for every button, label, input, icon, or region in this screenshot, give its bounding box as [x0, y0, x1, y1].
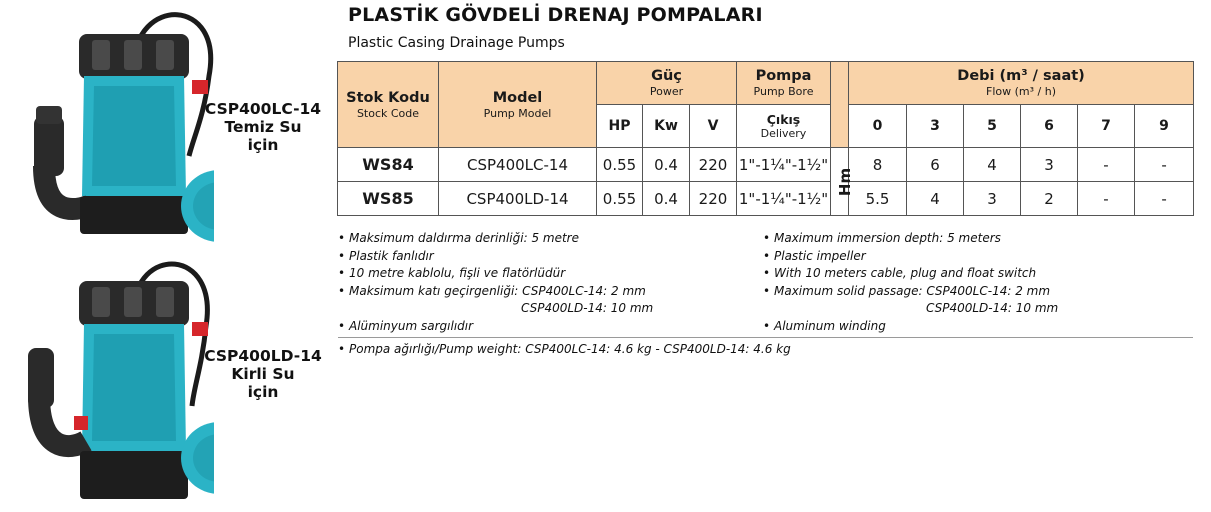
note-item	[338, 248, 758, 266]
note-text: Plastik fanlıdır	[349, 248, 434, 263]
cell-v: 220	[690, 182, 737, 216]
table-row	[338, 148, 1194, 182]
pump-model-label: CSP400LD-14	[204, 347, 322, 365]
cell-kw: 0.4	[643, 148, 690, 182]
pump-usage-suffix: için	[247, 136, 279, 154]
note-text: Maksimum katı geçirgenliği: CSP400LC-14: 2 mm	[349, 283, 646, 298]
cell-stock-code: WS84	[338, 148, 439, 182]
pump-label-clean	[200, 100, 326, 154]
cell-kw: 0.4	[643, 182, 690, 216]
note-item	[763, 265, 1193, 283]
header-model-label: Model	[492, 89, 543, 106]
head-unit-text: Hm	[836, 167, 855, 196]
note-text: Maksimum daldırma derinliği: 5 metre	[349, 231, 579, 245]
weight-text: Pompa ağırlığı/Pump weight: CSP400LC-14: 4.6 kg - CSP400LD-14: 4.6 kg	[349, 342, 791, 356]
note-item	[338, 318, 758, 336]
cell-head: 3	[1021, 148, 1078, 182]
pump-clean-water-icon	[14, 6, 214, 246]
note-text: Alüminyum sargılıdır	[349, 318, 474, 333]
header-flow-point: 5	[964, 105, 1021, 148]
note-item	[763, 230, 1193, 248]
note-text: Plastic impeller	[774, 248, 866, 263]
header-kw: Kw	[643, 105, 690, 148]
cell-hp: 0.55	[597, 148, 643, 182]
header-flow-point: 7	[1078, 105, 1135, 148]
cell-head: 5.5	[849, 182, 907, 216]
note-item	[338, 283, 758, 318]
cell-head: 8	[849, 148, 907, 182]
header-power	[597, 62, 737, 105]
header-stock-code	[338, 62, 439, 148]
header-flow-point: 6	[1021, 105, 1078, 148]
header-bore	[737, 62, 831, 105]
note-text-continued: CSP400LD-14: 10 mm	[926, 301, 1059, 315]
header-power-label: Güç	[651, 68, 682, 84]
cell-head: 4	[964, 148, 1021, 182]
pump-label-dirty	[200, 347, 326, 401]
note-item	[763, 318, 1193, 336]
page-title: PLASTİK GÖVDELİ DRENAJ POMPALARI	[348, 4, 763, 26]
cell-head: 6	[907, 148, 964, 182]
cell-delivery: 1"-1¼"-1½"	[737, 148, 831, 182]
cell-head: 3	[964, 182, 1021, 216]
page-subtitle: Plastic Casing Drainage Pumps	[348, 35, 565, 51]
note-text: Maximum immersion depth: 5 meters	[774, 231, 1001, 245]
header-delivery	[737, 105, 831, 148]
pump-usage-label: Kirli Su	[231, 365, 295, 383]
cell-v: 220	[690, 148, 737, 182]
header-power-en: Power	[649, 85, 684, 98]
header-stock-code-label: Stok Kodu	[346, 89, 430, 106]
note-text: With 10 meters cable, plug and float switch	[774, 266, 1037, 280]
pump-usage-suffix: için	[247, 383, 279, 401]
header-bore-en: Pump Bore	[753, 85, 814, 98]
header-delivery-en: Delivery	[760, 126, 807, 140]
weight-note	[338, 341, 791, 359]
spec-table	[337, 61, 1194, 216]
header-flow-point: 3	[907, 105, 964, 148]
header-delivery-label: Çıkış	[766, 111, 801, 127]
note-item	[338, 265, 758, 283]
cell-stock-code: WS85	[338, 182, 439, 216]
header-flow	[849, 62, 1194, 105]
pump-dirty-water-icon	[14, 256, 214, 506]
header-v: V	[690, 105, 737, 148]
pump-image-clean	[14, 6, 214, 246]
cell-head: 2	[1021, 182, 1078, 216]
cell-model: CSP400LD-14	[439, 182, 597, 216]
note-text: Aluminum winding	[774, 318, 886, 333]
header-flow-en: Flow (m³ / h)	[986, 85, 1057, 98]
notes-turkish	[338, 230, 758, 335]
cell-head: -	[1135, 148, 1194, 182]
cell-model: CSP400LC-14	[439, 148, 597, 182]
header-bore-label: Pompa	[755, 68, 812, 84]
note-item	[763, 248, 1193, 266]
notes-divider	[338, 337, 1193, 338]
pump-model-label: CSP400LC-14	[204, 100, 322, 118]
note-item	[338, 341, 791, 359]
header-hp: HP	[597, 105, 643, 148]
header-model	[439, 62, 597, 148]
note-text-continued: CSP400LD-14: 10 mm	[521, 301, 654, 315]
table-row	[338, 182, 1194, 216]
cell-head: -	[1078, 148, 1135, 182]
note-text: 10 metre kablolu, fişli ve flatörlüdür	[349, 266, 566, 280]
cell-delivery: 1"-1¼"-1½"	[737, 182, 831, 216]
cell-head: -	[1135, 182, 1194, 216]
header-flow-label: Debi (m³ / saat)	[957, 68, 1085, 84]
cell-hp: 0.55	[597, 182, 643, 216]
note-item	[338, 230, 758, 248]
header-flow-point: 0	[849, 105, 907, 148]
pump-image-dirty	[14, 256, 214, 506]
notes-english	[763, 230, 1193, 335]
header-spacer	[831, 62, 849, 148]
head-unit-label	[831, 148, 855, 216]
pump-usage-label: Temiz Su	[224, 118, 302, 136]
cell-head: -	[1078, 182, 1135, 216]
header-flow-point: 9	[1135, 105, 1194, 148]
cell-head: 4	[907, 182, 964, 216]
note-text: Maximum solid passage: CSP400LC-14: 2 mm	[774, 283, 1051, 298]
note-item	[763, 283, 1193, 318]
header-model-en: Pump Model	[483, 106, 552, 120]
header-stock-code-en: Stock Code	[356, 106, 420, 120]
